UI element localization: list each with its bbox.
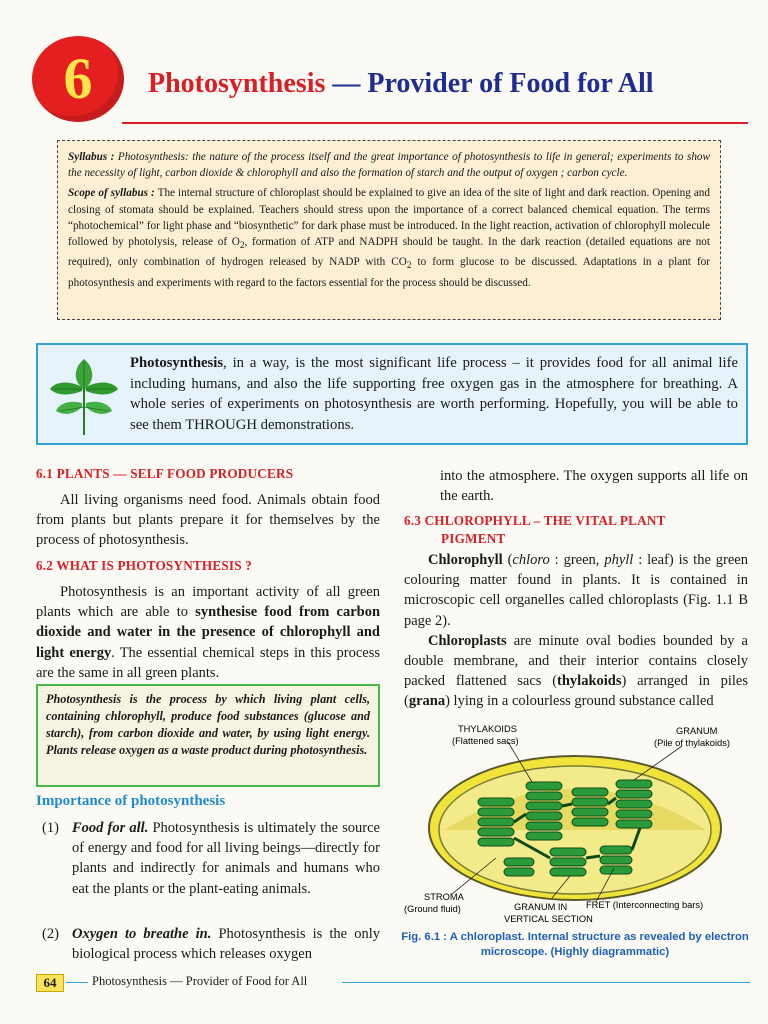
item-1-body: Photosynthesis is ultimately the source of energy and food for all living beings—directly for plants and indirectly for animals and humans who eat the plants or the plant-eating animals. — [72, 820, 380, 897]
chl-i1: chloro — [512, 552, 550, 568]
right-top-para: into the atmosphere. The oxygen supports all life on the earth. — [440, 468, 748, 505]
chapter-number: 6 — [63, 46, 93, 111]
item-2-bold: Oxygen to breathe in. — [72, 926, 212, 942]
chlorophyll-bold: Chlorophyll — [428, 552, 503, 568]
chlorophyll-para — [404, 550, 748, 631]
item-2-text — [72, 924, 380, 964]
label-vertical-section: VERTICAL SECTION — [504, 914, 593, 924]
sec-6-2-bold: synthesise food from carbon dioxide and water in the presence of chlorophyll and light energy — [36, 604, 381, 661]
sec-6-2-t1: Photosynthesis is an important activity of all green plants which are able to — [36, 584, 380, 621]
label-granum: GRANUM — [676, 726, 718, 736]
item-1-bold: Food for all. — [72, 820, 149, 836]
label-thylakoids: THYLAKOIDS — [458, 724, 517, 734]
page-number: 64 — [36, 974, 64, 992]
label-granum-in: GRANUM IN — [514, 902, 568, 912]
chloroplast-bold: Chloroplasts — [428, 632, 507, 649]
chapter-badge — [32, 36, 124, 122]
label-stroma: STROMA — [424, 892, 464, 902]
sec-6-2-body — [36, 582, 380, 683]
syllabus-box — [57, 140, 721, 320]
label-fret: FRET (Interconnecting bars) — [586, 900, 704, 910]
chloroplast-diagram — [400, 718, 750, 926]
item-1-text — [72, 818, 380, 899]
item-2-number: (2) — [42, 926, 59, 942]
label-thylakoids-sub: (Flattened sacs) — [452, 736, 519, 746]
label-granum-sub: (Pile of thylakoids) — [654, 738, 730, 748]
subscript-co2: 2 — [406, 261, 412, 272]
item-2-body: Photosynthesis is the only biological process which releases oxygen — [72, 926, 380, 963]
chapter-title — [148, 68, 654, 100]
chl-t1: ( — [502, 552, 513, 568]
heading-6-2: 6.2 WHAT IS PHOTOSYNTHESIS ? — [36, 558, 253, 573]
definition-box: Photosynthesis is the process by which living plant cells, containing chlorophyll, produce food substances (glucose and starch), from carbon dioxide and water, by using light energy. Plants release oxygen as a waste product during photosynthesis. — [36, 684, 380, 787]
intro-body: , in a way, is the most significant life process – it provides food for all animal life including humans, and also the life supporting free oxygen gas in the atmosphere for breathing. A whole series of experiments on photosynthesis are worth performing. Hopefully, you will be able to see them THROUGH demonstrations. — [130, 355, 738, 433]
importance-heading: Importance of photosynthesis — [36, 793, 226, 809]
sec-6-2-text — [36, 582, 380, 683]
syllabus-label: Syllabus : — [68, 151, 115, 163]
heading-6-3-line1: 6.3 CHLOROPHYLL – THE VITAL PLANT — [404, 513, 666, 528]
sec-6-1-body — [36, 490, 380, 551]
label-stroma-sub: (Ground fluid) — [404, 904, 461, 914]
intro-box — [36, 343, 748, 445]
importance-item-2 — [36, 924, 380, 964]
scope-text-3: to form glucose to be discussed. Adaptations in a plant for photosynthesis and experiments with regard to the factors essential for the process should be discussed. — [68, 256, 710, 289]
sec-6-2-t2: . The essential chemical steps in this process are the same in all green plants. — [36, 644, 380, 681]
footer-rule-left — [66, 982, 88, 983]
intro-text — [130, 353, 738, 435]
chl-i2: phyll — [604, 552, 634, 568]
cp-b3: grana — [408, 693, 446, 710]
item-1-number: (1) — [42, 820, 59, 836]
scope-text-1: The internal structure of chloroplast should be explained to give an idea of the site of light and dark reaction. Opening and closing of stomata should be explained. Teachers should stress upon the importance of a correct balanced chemical equation. The terms “photochemical” for light phase and “biosynthetic” for dark phase must be introduced. In the light reaction, activation of chlorophyll molecule followed by photolysis, release of O — [68, 187, 710, 249]
syllabus-para — [68, 149, 710, 181]
leaf-icon — [46, 353, 122, 437]
cp-b2: thylakoids — [557, 673, 622, 690]
footer-rule-right — [342, 982, 750, 983]
sec-6-3-body — [404, 550, 748, 712]
importance-item-1 — [36, 818, 380, 899]
chl-t2: : green, — [549, 552, 605, 568]
heading-6-3 — [404, 512, 666, 548]
subscript-o2: 2 — [239, 241, 245, 252]
scope-text-2: , formation of ATP and NADPH should be taught. In the dark reaction (detailed equations are not required), only combination of hydrogen released by NADP with CO — [68, 236, 711, 269]
cp-t1: are minute oval bodies bounded by a double membrane, and their interior contains closely packed flattened sacs ( — [404, 632, 748, 690]
title-rule — [122, 122, 748, 124]
intro-bold: Photosynthesis — [130, 355, 224, 371]
chapter-title-sub: — Provider of Food for All — [332, 68, 654, 99]
heading-6-3-line2: PIGMENT — [441, 531, 506, 546]
figure-caption: Fig. 6.1 : A chloroplast. Internal structure as revealed by electron microscope. (Highly diagrammatic) — [401, 931, 749, 958]
syllabus-text: Photosynthesis: the nature of the process itself and the great importance of photosynthesis to life in general; experiments to show the necessity of light, carbon dioxide & chlorophyll and also the formation of starch and the output of oxygen ; carbon cycle. — [68, 151, 710, 180]
footer-title: Photosynthesis — Provider of Food for All — [92, 974, 308, 988]
chloroplast-para — [404, 631, 748, 712]
heading-6-1: 6.1 PLANTS — SELF FOOD PRODUCERS — [36, 466, 294, 481]
sec-6-1-text: All living organisms need food. Animals obtain food from plants but plants prepare it for themselves by the process of photosynthesis. — [36, 492, 380, 549]
scope-para — [68, 185, 710, 291]
scope-label: Scope of syllabus : — [68, 187, 155, 200]
right-top-text — [404, 466, 748, 506]
cp-t2: ) arranged in piles ( — [404, 673, 748, 710]
cp-t3: ) lying in a colourless ground substance called — [445, 693, 714, 710]
chl-t3: : leaf) is the green colouring matter found in plants. It is contained in microscopic cell organelles called chloroplasts (Fig. 1.1 B page 2). — [404, 552, 748, 629]
chapter-title-main: Photosynthesis — [148, 68, 326, 99]
